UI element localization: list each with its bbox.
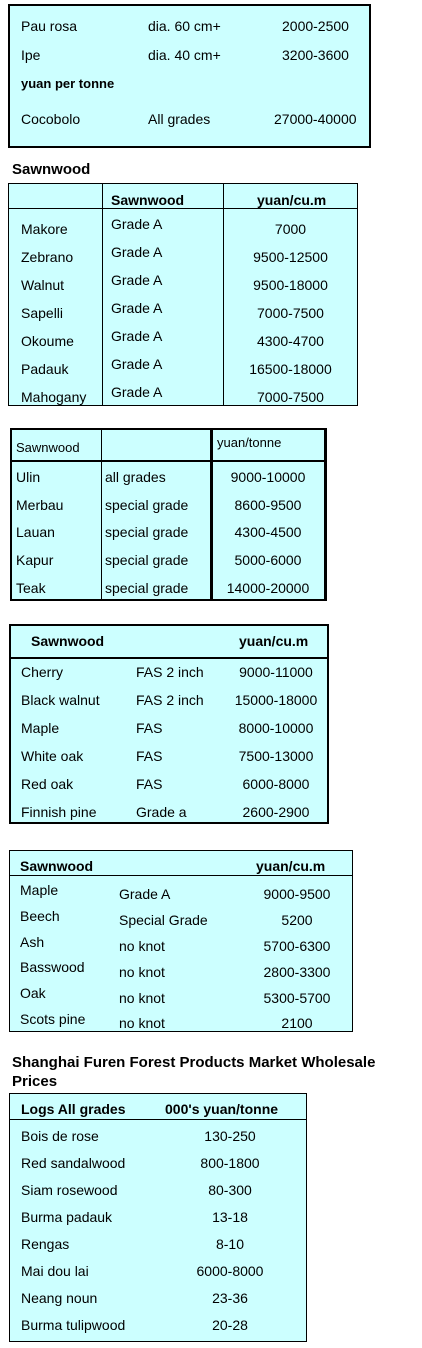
- table-cell-price: 5300-5700: [263, 990, 331, 1006]
- table-cell-price: 13-18: [212, 1209, 248, 1225]
- table-cell-name: Beech: [20, 908, 60, 924]
- table-cell-price: 2800-3300: [263, 964, 331, 980]
- table-cell-name: Teak: [16, 580, 46, 596]
- table-cell-grade: Grade A: [111, 384, 163, 400]
- table-cell-name: Bois de rose: [21, 1128, 99, 1144]
- table-cell-name: Basswood: [20, 959, 85, 975]
- table-header: yuan/cu.m: [239, 633, 309, 649]
- table-cell-price: 14000-20000: [226, 580, 310, 596]
- table-cell-price: 27000-40000: [274, 111, 357, 127]
- table-cell-price: 7000: [274, 221, 307, 237]
- table-header: Sawnwood: [16, 440, 80, 455]
- sawnwood-table-2: [10, 428, 327, 601]
- table-cell-grade: no knot: [119, 990, 165, 1006]
- table-cell-grade: FAS: [136, 776, 163, 792]
- table-cell-name: Siam rosewood: [21, 1182, 118, 1198]
- table-cell-grade: FAS 2 inch: [136, 664, 204, 680]
- table-cell-price: 800-1800: [200, 1155, 260, 1171]
- table-cell-grade: FAS: [136, 720, 163, 736]
- table-cell-grade: no knot: [119, 964, 165, 980]
- table-cell-price: 2100: [281, 1015, 313, 1031]
- table-cell-grade: dia. 60 cm+: [148, 18, 221, 34]
- logs-price-table: [9, 1093, 307, 1342]
- table-header: 000's yuan/tonne: [165, 1101, 279, 1117]
- table-cell-grade: Grade A: [111, 300, 163, 316]
- table-cell-grade: Grade A: [111, 356, 163, 372]
- table-cell-name: Pau rosa: [21, 18, 78, 34]
- table-cell-name: Burma padauk: [21, 1209, 113, 1225]
- table-cell-price: 9000-11000: [239, 664, 313, 680]
- table-cell-name: Padauk: [21, 361, 69, 377]
- table-cell-price: 7500-13000: [238, 748, 314, 764]
- table-cell-grade: no knot: [119, 938, 165, 954]
- table-cell-name: White oak: [21, 748, 84, 764]
- table-cell-price: 2000-2500: [282, 18, 349, 34]
- table-cell-name: Neang noun: [21, 1290, 98, 1306]
- top-price-table: [8, 4, 371, 148]
- table-cell-price: 23-36: [212, 1290, 248, 1306]
- table-cell-grade: Grade A: [111, 216, 163, 232]
- table-cell-name: Ipe: [21, 47, 41, 63]
- table-cell-price: 15000-18000: [234, 692, 318, 708]
- table-cell-grade: special grade: [105, 552, 189, 568]
- table-cell-grade: FAS: [136, 748, 163, 764]
- table-cell-price: 5200: [281, 912, 313, 928]
- table-cell-name: Makore: [21, 221, 68, 237]
- table-cell-price: 2600-2900: [242, 804, 310, 820]
- table-cell-name: Okoume: [21, 333, 74, 349]
- table-header: Logs All grades: [21, 1101, 126, 1117]
- table-cell-name: Merbau: [16, 497, 64, 513]
- table-cell-grade: no knot: [119, 1015, 165, 1031]
- table-header: Sawnwood: [20, 858, 94, 874]
- table-cell-price: 7000-7500: [257, 389, 324, 405]
- table-cell-price: 9000-9500: [263, 886, 331, 902]
- table-cell-name: Mahogany: [21, 389, 87, 405]
- table-cell-price: 6000-8000: [242, 776, 310, 792]
- table-cell-grade: special grade: [105, 497, 189, 513]
- table-cell-price: 6000-8000: [196, 1263, 264, 1279]
- table-cell-name: Kapur: [16, 552, 54, 568]
- table-cell-grade: Grade A: [111, 244, 163, 260]
- table-cell-name: Burma tulipwood: [21, 1317, 126, 1333]
- table-cell-price: 5700-6300: [263, 938, 331, 954]
- table-cell-grade: Grade A: [111, 272, 163, 288]
- table-cell-price: 5000-6000: [234, 552, 302, 568]
- table-cell-name: Rengas: [21, 1236, 70, 1252]
- table-cell-grade: special grade: [105, 580, 189, 596]
- table-cell-name: Cocobolo: [21, 111, 81, 127]
- table-cell-price: 20-28: [212, 1317, 248, 1333]
- table-cell-grade: all grades: [105, 469, 166, 485]
- table-cell-grade: FAS 2 inch: [136, 692, 204, 708]
- table-cell-price: 16500-18000: [249, 361, 332, 377]
- table-cell-name: Lauan: [16, 524, 55, 540]
- table-cell-price: 8600-9500: [234, 497, 302, 513]
- table-cell-name: Finnish pine: [21, 804, 97, 820]
- table-cell-name: Scots pine: [20, 1011, 86, 1027]
- table-cell-grade: dia. 40 cm+: [148, 47, 221, 63]
- table-cell-name: Cherry: [21, 664, 64, 680]
- table-header: Sawnwood: [31, 633, 105, 649]
- table-cell-grade: Grade A: [111, 328, 163, 344]
- table-cell-grade: Special Grade: [119, 912, 208, 928]
- section-heading-shanghai-line2: Prices: [12, 1073, 58, 1090]
- sawnwood-table-1: [8, 183, 358, 406]
- table-cell-price: 9500-18000: [253, 277, 328, 293]
- table-header: Sawnwood: [111, 192, 185, 208]
- sawnwood-table-3: [9, 624, 329, 824]
- table-cell-name: Zebrano: [21, 249, 74, 265]
- table-cell-price: 3200-3600: [282, 47, 349, 63]
- table-cell-price: 8-10: [215, 1236, 245, 1252]
- table-cell-price: 9000-10000: [230, 469, 306, 485]
- section-heading-shanghai: Shanghai Furen Forest Products Market Wholesale: [12, 1054, 376, 1071]
- table-cell-name: Sapelli: [21, 305, 64, 321]
- table-cell-name: Black walnut: [21, 692, 100, 708]
- table-cell-price: 130-250: [204, 1128, 256, 1144]
- table-cell-price: 8000-10000: [238, 720, 314, 736]
- table-cell-name: Oak: [20, 985, 46, 1001]
- table-cell-price: 4300-4700: [257, 333, 324, 349]
- table-cell-name: Ash: [20, 934, 45, 950]
- table-cell-grade: Grade a: [136, 804, 187, 820]
- table-header: yuan/tonne: [217, 435, 282, 450]
- section-heading-sawnwood: Sawnwood: [12, 161, 91, 178]
- table-cell-price: 4300-4500: [234, 524, 302, 540]
- table-cell-name: Red sandalwood: [21, 1155, 126, 1171]
- table-cell-name: Mai dou lai: [21, 1263, 89, 1279]
- table-cell-grade: All grades: [148, 111, 211, 127]
- unit-label: yuan per tonne: [21, 76, 115, 91]
- table-cell-name: Red oak: [21, 776, 74, 792]
- table-cell-grade: special grade: [105, 524, 189, 540]
- table-cell-name: Ulin: [16, 469, 41, 485]
- table-cell-name: Maple: [20, 882, 59, 898]
- table-cell-price: 80-300: [208, 1182, 252, 1198]
- table-cell-name: Walnut: [21, 277, 65, 293]
- table-header: yuan/cu.m: [257, 192, 327, 208]
- table-cell-name: Maple: [21, 720, 60, 736]
- table-cell-grade: Grade A: [119, 886, 171, 902]
- table-cell-price: 9500-12500: [253, 249, 328, 265]
- table-header: yuan/cu.m: [256, 858, 326, 874]
- sawnwood-table-4: [9, 850, 353, 1032]
- table-cell-price: 7000-7500: [257, 305, 324, 321]
